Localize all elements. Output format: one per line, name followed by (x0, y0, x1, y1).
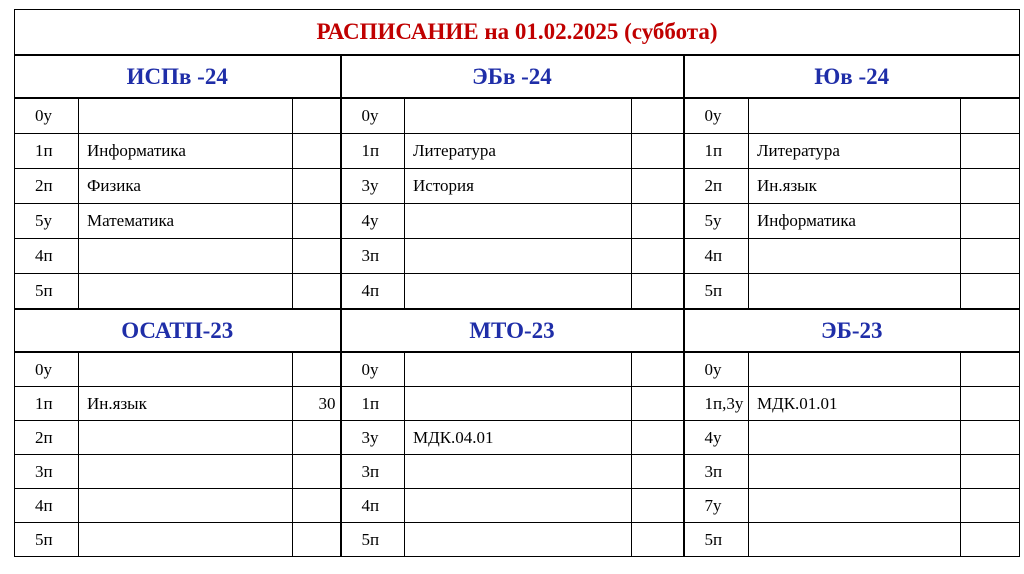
room (293, 204, 341, 239)
subject (749, 489, 961, 523)
lesson-number: 3п (341, 455, 405, 489)
subject (405, 523, 632, 557)
subject (79, 523, 293, 557)
subject (79, 421, 293, 455)
lesson-number: 0у (341, 98, 405, 134)
table-row (15, 204, 1020, 239)
lesson-number: 5п (684, 523, 749, 557)
table-row (15, 523, 1020, 557)
room: 30 (293, 387, 341, 421)
room (961, 274, 1020, 310)
lesson-number: 1п (341, 134, 405, 169)
subject: Физика (79, 169, 293, 204)
room (632, 134, 684, 169)
table-row (15, 98, 1020, 134)
room (293, 421, 341, 455)
lesson-number: 5у (684, 204, 749, 239)
page-title: РАСПИСАНИЕ на 01.02.2025 (суббота) (15, 10, 1020, 56)
room (632, 239, 684, 274)
schedule-sheet (14, 9, 1019, 557)
table-row (15, 134, 1020, 169)
lesson-number: 3п (15, 455, 79, 489)
lesson-number: 5п (341, 523, 405, 557)
subject (79, 455, 293, 489)
subject (405, 239, 632, 274)
lesson-number: 4у (341, 204, 405, 239)
subject: Ин.язык (749, 169, 961, 204)
table-row (15, 274, 1020, 310)
room (293, 489, 341, 523)
subject: МДК.04.01 (405, 421, 632, 455)
subject (749, 421, 961, 455)
subject: Математика (79, 204, 293, 239)
subject (79, 352, 293, 387)
room (961, 489, 1020, 523)
schedule-table (14, 9, 1020, 557)
subject: МДК.01.01 (749, 387, 961, 421)
lesson-number: 5у (15, 204, 79, 239)
lesson-number: 4п (15, 239, 79, 274)
room (961, 455, 1020, 489)
group-header-row (15, 309, 1020, 352)
group-name: ЭБв -24 (341, 55, 684, 98)
subject (749, 239, 961, 274)
room (632, 204, 684, 239)
table-row (15, 455, 1020, 489)
lesson-number: 1п (684, 134, 749, 169)
subject (749, 352, 961, 387)
lesson-number: 4п (341, 274, 405, 310)
lesson-number: 7у (684, 489, 749, 523)
room (293, 274, 341, 310)
room (293, 169, 341, 204)
subject: Ин.язык (79, 387, 293, 421)
room (293, 523, 341, 557)
lesson-number: 1п (341, 387, 405, 421)
room (632, 169, 684, 204)
lesson-number: 3п (341, 239, 405, 274)
lesson-number: 4п (684, 239, 749, 274)
subject (405, 274, 632, 310)
lesson-number: 3у (341, 421, 405, 455)
room (293, 455, 341, 489)
room (293, 98, 341, 134)
lesson-number: 2п (684, 169, 749, 204)
lesson-number: 0у (684, 98, 749, 134)
table-row (15, 239, 1020, 274)
lesson-number: 5п (15, 523, 79, 557)
room (293, 239, 341, 274)
lesson-number: 0у (15, 352, 79, 387)
lesson-number: 0у (684, 352, 749, 387)
room (632, 421, 684, 455)
room (293, 134, 341, 169)
subject (405, 204, 632, 239)
room (632, 489, 684, 523)
room (632, 455, 684, 489)
subject (405, 98, 632, 134)
lesson-number: 2п (15, 169, 79, 204)
lesson-number: 3у (341, 169, 405, 204)
lesson-number: 0у (15, 98, 79, 134)
group-name: ЭБ-23 (684, 309, 1020, 352)
room (632, 274, 684, 310)
room (961, 523, 1020, 557)
room (961, 352, 1020, 387)
subject (405, 455, 632, 489)
lesson-number: 5п (15, 274, 79, 310)
room (961, 204, 1020, 239)
subject: История (405, 169, 632, 204)
room (632, 98, 684, 134)
room (961, 98, 1020, 134)
subject: Литература (749, 134, 961, 169)
table-row (15, 489, 1020, 523)
group-name: МТО-23 (341, 309, 684, 352)
lesson-number: 4п (15, 489, 79, 523)
lesson-number: 1п,3у (684, 387, 749, 421)
lesson-number: 1п (15, 387, 79, 421)
group-header-row (15, 55, 1020, 98)
lesson-number: 3п (684, 455, 749, 489)
lesson-number: 4п (341, 489, 405, 523)
room (632, 352, 684, 387)
lesson-number: 2п (15, 421, 79, 455)
table-row (15, 169, 1020, 204)
room (961, 387, 1020, 421)
lesson-number: 5п (684, 274, 749, 310)
subject (79, 274, 293, 310)
subject: Информатика (749, 204, 961, 239)
group-name: ОСАТП-23 (15, 309, 341, 352)
subject (79, 239, 293, 274)
room (961, 134, 1020, 169)
table-row (15, 387, 1020, 421)
room (961, 421, 1020, 455)
lesson-number: 4у (684, 421, 749, 455)
subject (749, 274, 961, 310)
subject (405, 352, 632, 387)
subject (749, 523, 961, 557)
room (961, 169, 1020, 204)
table-row (15, 352, 1020, 387)
subject: Литература (405, 134, 632, 169)
subject (749, 455, 961, 489)
subject: Информатика (79, 134, 293, 169)
room (961, 239, 1020, 274)
subject (405, 489, 632, 523)
room (293, 352, 341, 387)
subject (749, 98, 961, 134)
lesson-number: 0у (341, 352, 405, 387)
group-name: Юв -24 (684, 55, 1020, 98)
subject (79, 489, 293, 523)
room (632, 387, 684, 421)
group-name: ИСПв -24 (15, 55, 341, 98)
subject (79, 98, 293, 134)
subject (405, 387, 632, 421)
table-row (15, 421, 1020, 455)
room (632, 523, 684, 557)
lesson-number: 1п (15, 134, 79, 169)
